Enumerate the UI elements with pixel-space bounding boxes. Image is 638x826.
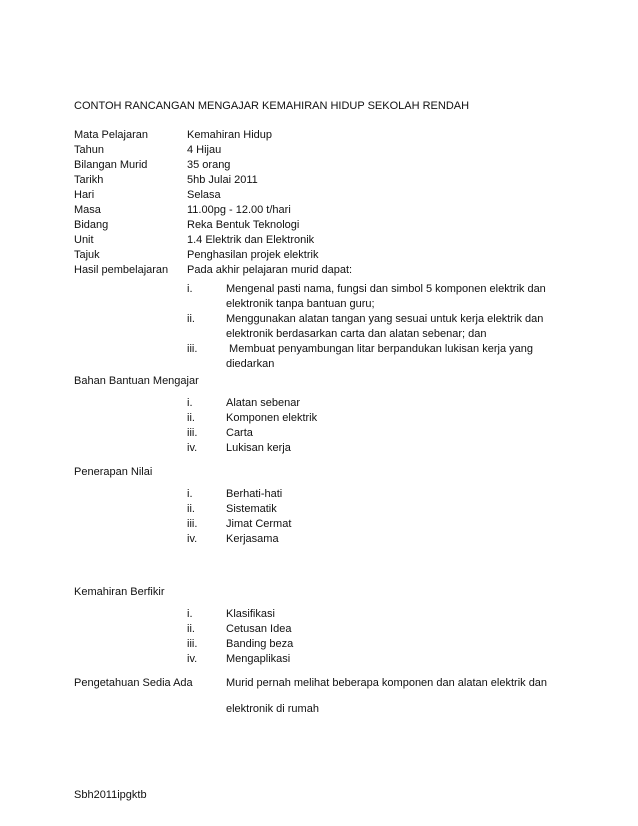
info-label: Hasil pembelajaran: [74, 264, 169, 276]
info-value: Selasa: [187, 189, 221, 201]
list-item: Sistematik: [226, 503, 277, 515]
footer-text: Sbh2011ipgktb: [74, 789, 147, 801]
list-item: Menggunakan alatan tangan yang sesuai untuk kerja elektrik dan: [226, 313, 544, 325]
info-label: Unit: [74, 234, 94, 246]
info-value: Reka Bentuk Teknologi: [187, 219, 300, 231]
list-number: i.: [187, 283, 193, 295]
list-number: iii.: [187, 518, 198, 530]
list-number: iii.: [187, 638, 198, 650]
list-item: Jimat Cermat: [226, 518, 292, 530]
section-heading-pengetahuan: Pengetahuan Sedia Ada: [74, 677, 193, 689]
info-label: Tahun: [74, 144, 104, 156]
list-number: ii.: [187, 313, 195, 325]
list-item: Kerjasama: [226, 533, 279, 545]
list-number: iii.: [187, 343, 198, 355]
list-number: iv.: [187, 442, 198, 454]
pengetahuan-text: Murid pernah melihat beberapa komponen dan alatan elektrik dan: [226, 677, 548, 689]
list-item: Mengaplikasi: [226, 653, 291, 665]
pengetahuan-text: elektronik di rumah: [226, 703, 319, 715]
info-value: 1.4 Elektrik dan Elektronik: [187, 234, 315, 246]
section-heading-nilai: Penerapan Nilai: [74, 466, 153, 478]
list-item: Carta: [226, 427, 253, 439]
section-heading-bahan: Bahan Bantuan Mengajar: [74, 375, 199, 387]
list-item: Lukisan kerja: [226, 442, 291, 454]
section-heading-berfikir: Kemahiran Berfikir: [74, 586, 165, 598]
list-number: iv.: [187, 533, 198, 545]
info-value: Kemahiran Hidup: [187, 129, 272, 141]
info-value: 4 Hijau: [187, 144, 222, 156]
list-number: iii.: [187, 427, 198, 439]
list-number: ii.: [187, 623, 195, 635]
info-value: Pada akhir pelajaran murid dapat:: [187, 264, 353, 276]
info-label: Masa: [74, 204, 101, 216]
list-item: elektronik tanpa bantuan guru;: [226, 298, 375, 310]
list-number: iv.: [187, 653, 198, 665]
info-value: Penghasilan projek elektrik: [187, 249, 319, 261]
list-number: ii.: [187, 412, 195, 424]
info-value: 5hb Julai 2011: [187, 174, 258, 186]
info-value: 35 orang: [187, 159, 231, 171]
list-item: Komponen elektrik: [226, 412, 318, 424]
list-number: ii.: [187, 503, 195, 515]
list-item: Alatan sebenar: [226, 397, 300, 409]
list-number: i.: [187, 488, 193, 500]
list-item: elektronik berdasarkan carta dan alatan sebenar; dan: [226, 328, 487, 340]
info-label: Hari: [74, 189, 95, 201]
list-item: Mengenal pasti nama, fungsi dan simbol 5 komponen elektrik dan: [226, 283, 546, 295]
list-number: i.: [187, 608, 193, 620]
list-item: diedarkan: [226, 358, 275, 370]
list-item: Cetusan Idea: [226, 623, 292, 635]
document-title: CONTOH RANCANGAN MENGAJAR KEMAHIRAN HIDUP SEKOLAH RENDAH: [74, 100, 470, 112]
info-label: Tarikh: [74, 174, 104, 186]
info-label: Bidang: [74, 219, 109, 231]
list-item: Klasifikasi: [226, 608, 275, 620]
info-label: Mata Pelajaran: [74, 129, 148, 141]
list-item: Banding beza: [226, 638, 294, 650]
info-value: 11.00pg - 12.00 t/hari: [187, 204, 291, 216]
list-item: Berhati-hati: [226, 488, 283, 500]
list-number: i.: [187, 397, 193, 409]
info-label: Bilangan Murid: [74, 159, 148, 171]
info-label: Tajuk: [74, 249, 100, 261]
list-item: Membuat penyambungan litar berpandukan lukisan kerja yang: [226, 343, 533, 355]
